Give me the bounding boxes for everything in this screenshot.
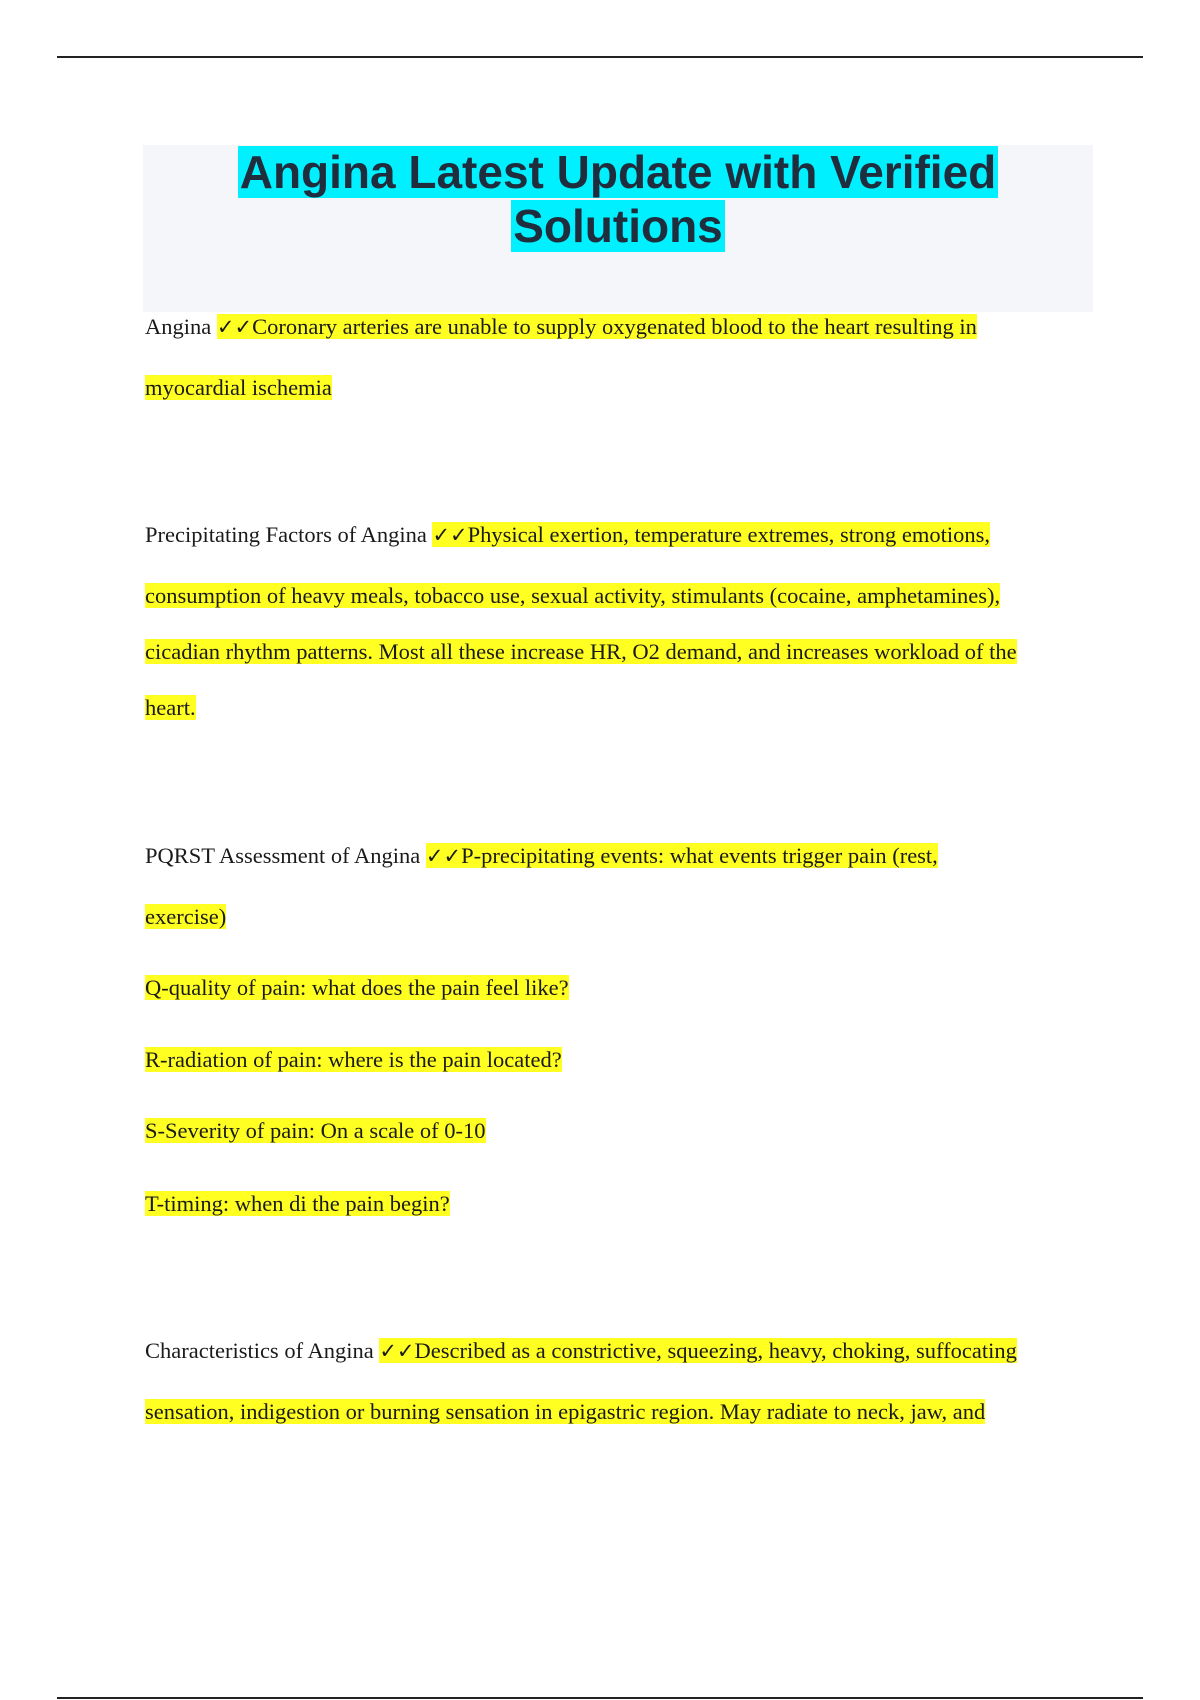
double-check-icon: ✓✓ — [425, 844, 462, 868]
definition-text: myocardial ischemia — [145, 375, 332, 400]
answer-highlight — [426, 843, 938, 868]
title-line-2: Solutions — [513, 200, 723, 252]
definition-text: R-radiation of pain: where is the pain located? — [145, 1047, 562, 1072]
term-angina: Angina — [145, 314, 212, 339]
double-check-icon: ✓✓ — [216, 315, 253, 339]
title-line-1: Angina Latest Update with Verified — [239, 146, 997, 198]
definition-text: Described as a constrictive, squeezing, heavy, choking, suffocating — [414, 1338, 1017, 1363]
definition-text: exercise) — [145, 904, 227, 929]
entry-characteristics-line-1 — [145, 1336, 1017, 1366]
definition-text: S-Severity of pain: On a scale of 0-10 — [145, 1118, 486, 1143]
entry-precipitating-line-1 — [145, 520, 990, 550]
header-rule — [57, 56, 1143, 58]
term-pqrst: PQRST Assessment of Angina — [145, 843, 421, 868]
entry-angina-line-1 — [145, 312, 977, 342]
term-characteristics: Characteristics of Angina — [145, 1338, 374, 1363]
entry-pqrst-line-2 — [145, 902, 226, 932]
term-precipitating-factors: Precipitating Factors of Angina — [145, 522, 427, 547]
definition-text: Q-quality of pain: what does the pain feel like? — [145, 975, 569, 1000]
title-block — [143, 145, 1093, 312]
footer-rule — [57, 1697, 1143, 1699]
entry-precipitating-line-2 — [145, 581, 1000, 611]
definition-text: cicadian rhythm patterns. Most all these increase HR, O2 demand, and increases workload of the — [145, 639, 1017, 664]
definition-text: Coronary arteries are unable to supply oxygenated blood to the heart resulting in — [252, 314, 977, 339]
entry-angina-line-2 — [145, 373, 332, 403]
entry-precipitating-line-4 — [145, 693, 196, 723]
double-check-icon: ✓✓ — [432, 523, 468, 547]
entry-characteristics-line-2 — [145, 1397, 985, 1427]
definition-text: P-precipitating events: what events trigger pain (rest, — [461, 843, 938, 868]
entry-pqrst-s — [145, 1116, 486, 1146]
entry-pqrst-t — [145, 1189, 450, 1219]
answer-highlight — [379, 1338, 1017, 1363]
entry-pqrst-r — [145, 1045, 562, 1075]
definition-text: Physical exertion, temperature extremes, strong emotions, — [467, 522, 991, 547]
document-title — [143, 145, 1093, 253]
definition-text: T-timing: when di the pain begin? — [145, 1191, 450, 1216]
definition-text: sensation, indigestion or burning sensation in epigastric region. May radiate to neck, jaw, and — [145, 1399, 986, 1424]
double-check-icon: ✓✓ — [379, 1339, 415, 1363]
entry-pqrst-line-1 — [145, 841, 938, 871]
definition-text: consumption of heavy meals, tobacco use, sexual activity, stimulants (cocaine, amphetamines), — [145, 583, 1001, 608]
answer-highlight — [217, 314, 977, 339]
entry-precipitating-line-3 — [145, 637, 1017, 667]
entry-pqrst-q — [145, 973, 569, 1003]
definition-text: heart. — [145, 695, 196, 720]
answer-highlight — [432, 522, 990, 547]
